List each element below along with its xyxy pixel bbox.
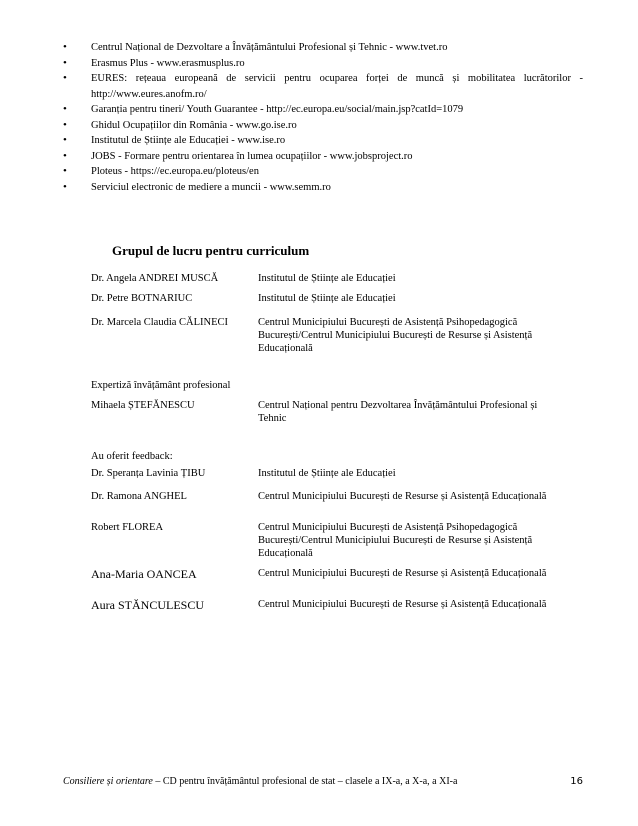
member-institution: Centrul Municipiului București de Asistență Psihopedagogică București/Centrul Municipiului București de Resurse și Asistență Educațională (258, 317, 533, 354)
member-institution: Centrul Municipiului București de Resurse și Asistență Educațională (258, 599, 547, 610)
feedback-label: Au oferit feedback: (91, 451, 173, 462)
list-item: • JOBS - Formare pentru orientarea în lumea ocupațiilor - www.jobsproject.ro (63, 149, 583, 165)
bullet-icon: • (63, 165, 67, 177)
member-name: Aura STĂNCULESCU (91, 598, 204, 612)
member-institution: Centrul Național pentru Dezvoltarea Învățământului Profesional și Tehnic (258, 400, 538, 424)
expert-label: Expertiză învățământ profesional (91, 380, 231, 391)
member-name: Dr. Petre BOTNARIUC (91, 293, 193, 304)
list-item: • Centrul Național de Dezvoltare a Învățământului Profesional și Tehnic - www.tvet.ro (63, 40, 583, 56)
list-item: • Garanția pentru tineri/ Youth Guarantee - http://ec.europa.eu/social/main.jsp?catId=1079 (63, 102, 583, 118)
bullet-icon: • (63, 56, 67, 69)
footer-subtitle: – CD pentru învățământul profesional de stat – clasele a IX-a, a X-a, a XI-a (152, 776, 458, 787)
list-item: • Erasmus Plus - www.erasmusplus.ro (63, 56, 583, 72)
member-name: Robert FLOREA (91, 522, 164, 533)
bullet-icon: • (63, 134, 67, 146)
bullet-icon: • (63, 103, 67, 115)
member-institution: Institutul de Științe ale Educației (258, 468, 396, 479)
page-number: 16 (570, 776, 583, 787)
member-institution: Centrul Municipiului București de Resurse și Asistență Educațională (258, 491, 547, 502)
member-name: Dr. Ramona ANGHEL (91, 491, 187, 502)
bullet-icon: • (63, 41, 67, 53)
member-name: Dr. Speranța Lavinia ȚIBU (91, 468, 206, 479)
section-heading: Grupul de lucru pentru curriculum (112, 243, 310, 258)
member-institution: Institutul de Științe ale Educației (258, 273, 396, 284)
bullet-icon: • (63, 149, 67, 162)
list-item: • Ghidul Ocupațiilor din România - www.go.ise.ro (63, 118, 583, 134)
member-name: Ana-Maria OANCEA (91, 567, 197, 581)
bullet-icon: • (63, 180, 67, 193)
bullet-icon: • (63, 72, 67, 84)
member-institution: Institutul de Științe ale Educației (258, 293, 396, 304)
footer-title: Consiliere și orientare (63, 776, 153, 787)
member-name: Dr. Marcela Claudia CĂLINECI (91, 317, 229, 328)
member-institution: Centrul Municipiului București de Asistență Psihopedagogică București/Centrul Municipiului București de Resurse și Asistență Educațională (258, 522, 533, 559)
bullet-icon: • (63, 118, 67, 131)
member-institution: Centrul Municipiului București de Resurse și Asistență Educațională (258, 568, 547, 579)
list-item: • Ploteus - https://ec.europa.eu/ploteus/en (63, 164, 583, 180)
list-item: • EURES: rețeaua europeană de servicii pentru ocuparea forței de muncă și mobilitatea lucrătorilor - http://www.eures.anofm.ro/ (63, 72, 583, 100)
page-footer (63, 776, 583, 787)
list-item: • Institutul de Științe ale Educației - www.ise.ro (63, 133, 583, 149)
list-item: • Serviciul electronic de mediere a muncii - www.semm.ro (63, 180, 583, 196)
member-name: Dr. Angela ANDREI MUSCĂ (91, 273, 219, 284)
member-name: Mihaela ȘTEFĂNESCU (91, 400, 195, 411)
resource-list (63, 40, 583, 195)
